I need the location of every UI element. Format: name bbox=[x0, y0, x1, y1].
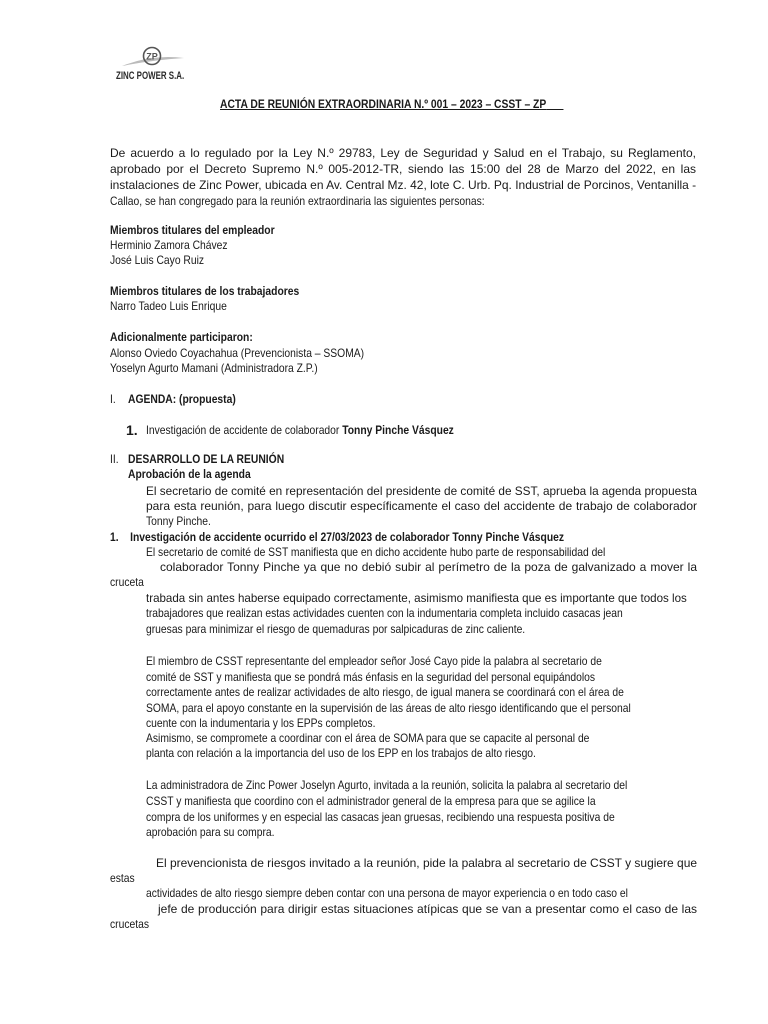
agenda-heading: AGENDA: (propuesta) bbox=[128, 392, 236, 406]
agenda-numeral: I. bbox=[110, 392, 116, 406]
p3-line: aprobación para su compra. bbox=[146, 825, 275, 839]
p1-line: colaborador Tonny Pinche ya que no debió subir al perímetro de la poza de galvanizado a mover la bbox=[160, 560, 697, 574]
company-logo bbox=[112, 44, 192, 92]
additional-member: Alonso Oviedo Coyachahua (Prevencionista – SSOMA) bbox=[110, 346, 365, 360]
employer-heading: Miembros titulares del empleador bbox=[110, 223, 275, 237]
p4-line: El prevencionista de riesgos invitado a la reunión, pide la palabra al secretario de CSST y sugiere que bbox=[156, 856, 698, 870]
employer-member: Herminio Zamora Chávez bbox=[110, 238, 228, 252]
intro-line: aprobado por el Decreto Supremo N.º 005-2012-TR, siendo las 15:00 del 28 de Marzo del 2022, en las bbox=[110, 162, 696, 176]
p2-line: comité de SST y manifiesta que se pondrá más énfasis en la seguridad del personal equipándolos bbox=[146, 670, 596, 684]
page-title: ACTA DE REUNIÓN EXTRAORDINARIA N.º 001 – 2023 – CSST – ZP bbox=[220, 97, 547, 111]
additional-heading: Adicionalmente participaron: bbox=[110, 330, 253, 344]
intro-line: De acuerdo a lo regulado por la Ley N.º 29783, Ley de Seguridad y Salud en el Trabajo, su Reglamento, bbox=[110, 146, 696, 160]
agenda-item: Investigación de accidente de colaborador Tonny Pinche Vásquez bbox=[146, 423, 454, 437]
p2-line: planta con relación a la importancia del uso de los EPP en los trabajos de alto riesgo. bbox=[146, 746, 536, 760]
worker-member: Narro Tadeo Luis Enrique bbox=[110, 299, 227, 313]
intro-line: instalaciones de Zinc Power, ubicada en Av. Central Mz. 42, lote C. Urb. Pq. Industrial de Porcinos, Ventanilla - bbox=[110, 178, 697, 192]
p4-line: estas bbox=[110, 871, 135, 885]
p1-line: trabajadores que realizan estas actividades cuenten con la indumentaria completa incluido casacas jean bbox=[146, 606, 623, 620]
approval-line: El secretario de comité en representación del presidente de comité de SST, aprueba la agenda propuesta bbox=[146, 484, 697, 498]
desarrollo-heading: DESARROLLO DE LA REUNIÓN bbox=[128, 452, 285, 466]
p2-line: Asimismo, se compromete a coordinar con el área de SOMA para que se capacite al personal de bbox=[146, 731, 590, 745]
p2-line: correctamente antes de realizar actividades de alto riesgo, de igual manera se coordinará con el área de bbox=[146, 685, 624, 699]
p1-line: cruceta bbox=[110, 575, 144, 589]
p3-line: CSST y manifiesta que coordino con el administrador general de la empresa para que se agilice la bbox=[146, 794, 596, 808]
employer-member: José Luis Cayo Ruiz bbox=[110, 253, 205, 267]
p1-line: trabada sin antes haberse equipado correctamente, asimismo manifiesta que es importante que todos los bbox=[146, 591, 687, 605]
intro-line: Callao, se han congregado para la reunión extraordinaria las siguientes personas: bbox=[110, 194, 485, 208]
p2-line: SOMA, para el apoyo constante en la supervisión de las áreas de alto riesgo identificando que el personal bbox=[146, 701, 631, 715]
item1-heading: 1. Investigación de accidente ocurrido el 27/03/2023 de colaborador Tonny Pinche Vásquez bbox=[110, 530, 565, 544]
approval-line: para esta reunión, para luego discutir específicamente el caso del accidente de trabajo de colaborador bbox=[146, 499, 697, 513]
p3-line: La administradora de Zinc Power Joselyn Agurto, invitada a la reunión, solicita la palabra al secretario del bbox=[146, 778, 628, 792]
additional-member: Yoselyn Agurto Mamani (Administradora Z.P.) bbox=[110, 361, 318, 375]
p4-line: jefe de producción para dirigir estas situaciones atípicas que se van a presentar como el caso de las bbox=[158, 902, 697, 916]
agenda-item-number: 1. bbox=[126, 422, 138, 438]
p2-line: cuente con la indumentaria y los EPPs completos. bbox=[146, 716, 376, 730]
p1-line: El secretario de comité de SST manifiesta que en dicho accidente hubo parte de responsabilidad del bbox=[146, 545, 606, 559]
p2-line: El miembro de CSST representante del empleador señor José Cayo pide la palabra al secretario de bbox=[146, 654, 602, 668]
approval-subheading: Aprobación de la agenda bbox=[128, 467, 251, 481]
desarrollo-numeral: II. bbox=[110, 452, 119, 466]
svg-text:ZP: ZP bbox=[146, 51, 158, 62]
p1-line: gruesas para minimizar el riesgo de quemaduras por salpicaduras de zinc caliente. bbox=[146, 622, 526, 636]
p4-line: crucetas bbox=[110, 917, 150, 931]
logo-wordmark: ZINC POWER S.A. bbox=[116, 70, 185, 82]
p4-line: actividades de alto riesgo siempre deben contar con una persona de mayor experiencia o en todo caso el bbox=[146, 886, 628, 900]
approval-line: Tonny Pinche. bbox=[146, 514, 211, 528]
p3-line: compra de los uniformes y en especial las casacas jean gruesas, recibiendo una respuesta positiva de bbox=[146, 810, 615, 824]
workers-heading: Miembros titulares de los trabajadores bbox=[110, 284, 300, 298]
